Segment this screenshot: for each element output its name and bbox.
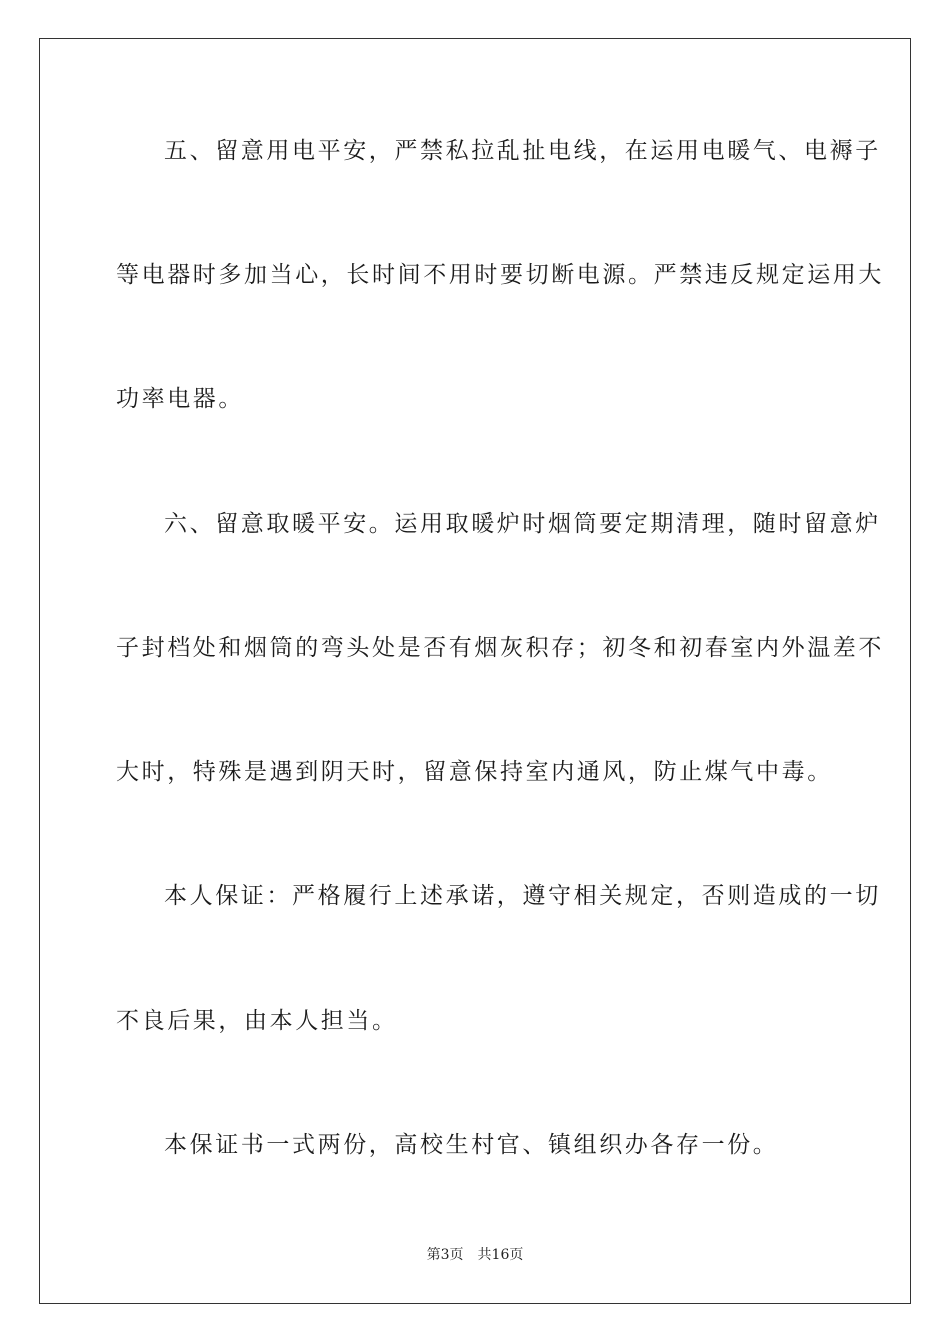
page-footer [0, 1245, 950, 1265]
paragraph-6-line-3: 大时，特殊是遇到阴天时，留意保持室内通风，防止煤气中毒。 [116, 759, 833, 785]
pledge-line-2: 不良后果，由本人担当。 [116, 1008, 398, 1034]
paragraph-6-line-1: 六、留意取暖平安。运用取暖炉时烟筒要定期清理，随时留意炉 [164, 511, 881, 537]
paragraph-5-line-2: 等电器时多加当心，长时间不用时要切断电源。严禁违反规定运用大 [116, 262, 884, 288]
paragraph-5-line-3: 功率电器。 [116, 386, 244, 412]
paragraph-5-line-1: 五、留意用电平安，严禁私拉乱扯电线，在运用电暖气、电褥子 [164, 138, 881, 164]
copies-line-1: 本保证书一式两份，高校生村官、镇组织办各存一份。 [164, 1132, 779, 1158]
page-border [39, 38, 911, 1304]
paragraph-6-line-2: 子封档处和烟筒的弯头处是否有烟灰积存；初冬和初春室内外温差不 [116, 635, 884, 661]
pledge-line-1: 本人保证：严格履行上述承诺，遵守相关规定，否则造成的一切 [164, 883, 881, 909]
page-number: 第3页 [426, 1247, 464, 1263]
page-total: 共16页 [477, 1247, 524, 1263]
